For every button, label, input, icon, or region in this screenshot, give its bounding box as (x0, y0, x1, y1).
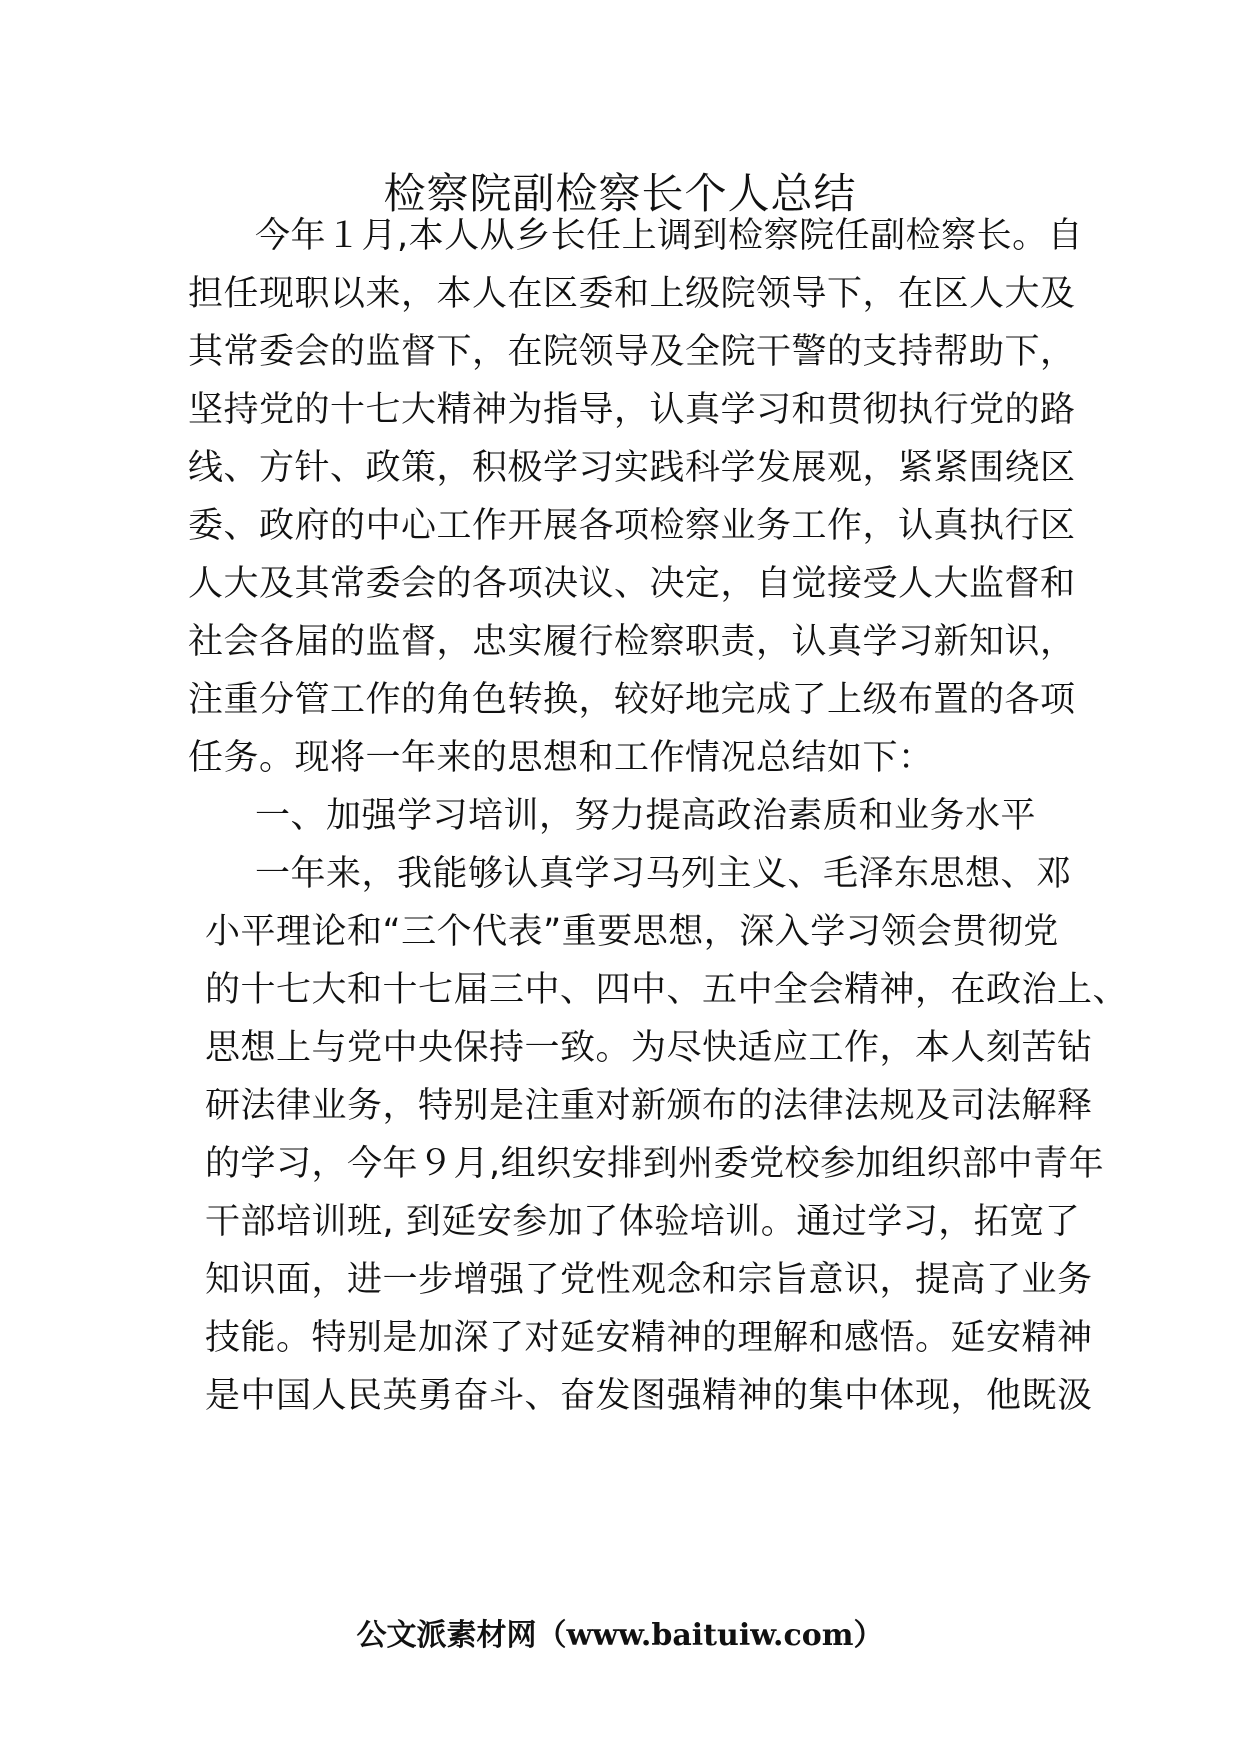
paragraph-line: 思想上与党中央保持一致。为尽快适应工作，本人刻苦钻 (205, 1028, 1093, 1068)
paragraph-line: 注重分管工作的角色转换，较好地完成了上级布置的各项 (188, 680, 1076, 720)
paragraph-line: 线、方针、政策，积极学习实践科学发展观，紧紧围绕区 (188, 448, 1076, 488)
paragraph-line: 今年１月,本人从乡长任上调到检察院任副检察长。自 (255, 216, 1084, 256)
paragraph-line: 坚持党的十七大精神为指导，认真学习和贯彻执行党的路 (188, 390, 1076, 430)
paragraph-line: 一年来，我能够认真学习马列主义、毛泽东思想、邓 (255, 854, 1072, 894)
paragraph-line: 的十七大和十七届三中、四中、五中全会精神，在政治上、 (205, 970, 1129, 1010)
paragraph-line: 技能。特别是加深了对延安精神的理解和感悟。延安精神 (205, 1318, 1093, 1358)
paragraph-line: 社会各届的监督，忠实履行检察职责，认真学习新知识， (188, 622, 1076, 662)
paragraph-line: 委、政府的中心工作开展各项检察业务工作，认真执行区 (188, 506, 1076, 546)
paragraph-line: 干部培训班, 到延安参加了体验培训。通过学习，拓宽了 (205, 1202, 1081, 1242)
section-heading: 一、加强学习培训，努力提高政治素质和业务水平 (255, 796, 1037, 836)
paragraph-line: 是中国人民英勇奋斗、奋发图强精神的集中体现，他既汲 (205, 1376, 1093, 1416)
document-title: 检察院副检察长个人总结 (383, 169, 857, 218)
paragraph-line: 小平理论和“三个代表”重要思想，深入学习领会贯彻党 (205, 912, 1059, 952)
footer-source-link: 公文派素材网（www.baituiw.com） (356, 1618, 884, 1653)
paragraph-line: 担任现职以来，本人在区委和上级院领导下，在区人大及 (188, 274, 1076, 314)
paragraph-line: 的学习，今年９月,组织安排到州委党校参加组织部中青年 (205, 1144, 1105, 1184)
paragraph-line: 人大及其常委会的各项决议、决定，自觉接受人大监督和 (188, 564, 1076, 604)
paragraph-line: 任务。现将一年来的思想和工作情况总结如下： (188, 738, 934, 778)
paragraph-line: 研法律业务，特别是注重对新颁布的法律法规及司法解释 (205, 1086, 1093, 1126)
paragraph-line: 其常委会的监督下，在院领导及全院干警的支持帮助下， (188, 332, 1076, 372)
paragraph-line: 知识面，进一步增强了党性观念和宗旨意识，提高了业务 (205, 1260, 1093, 1300)
